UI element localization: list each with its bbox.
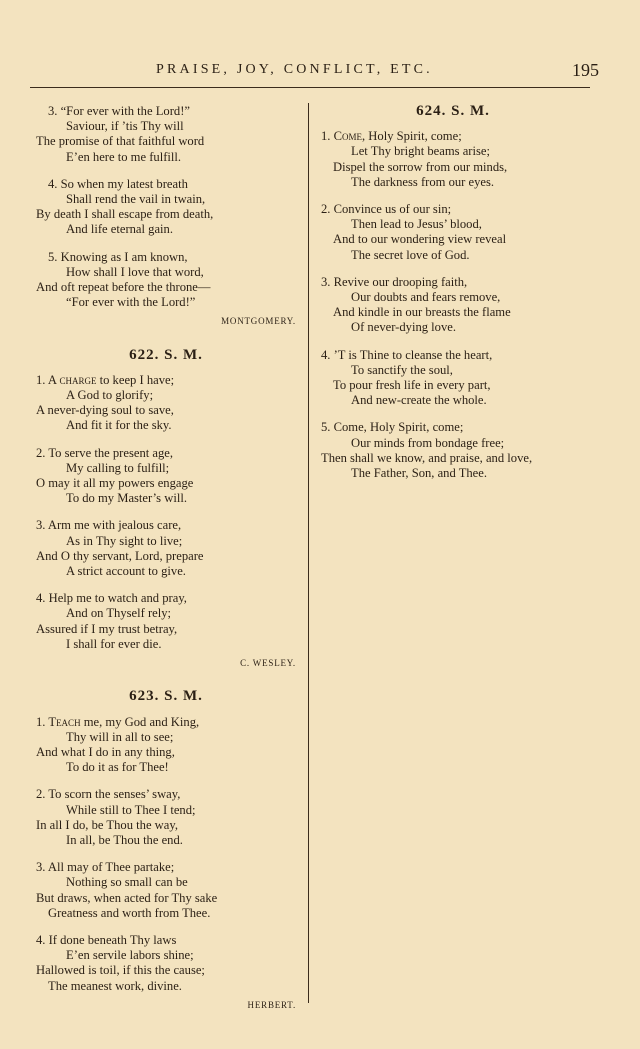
verse-line: E’en servile labors shine; bbox=[66, 948, 194, 963]
verse-line: I shall for ever die. bbox=[66, 636, 162, 651]
verse-line: A God to glorify; bbox=[66, 388, 154, 403]
verse-line: 2. To serve the present age, bbox=[36, 445, 174, 460]
stanza bbox=[36, 715, 296, 776]
verse-line: To do it as for Thee! bbox=[66, 760, 169, 775]
verse-line: And what I do in any thing, bbox=[36, 744, 175, 759]
verse-line: A never-dying soul to save, bbox=[36, 403, 174, 418]
hymn-623 bbox=[36, 689, 296, 1013]
verse-line: And on Thyself rely; bbox=[66, 606, 172, 621]
verse-line: E’en here to me fulfill. bbox=[66, 149, 182, 164]
stanza bbox=[321, 129, 585, 190]
running-title: PRAISE, JOY, CONFLICT, ETC. bbox=[156, 62, 433, 77]
verse-line: A strict account to give. bbox=[66, 564, 186, 579]
stanza bbox=[36, 591, 296, 652]
column-divider bbox=[308, 103, 309, 1003]
verse-line: 2. To scorn the senses’ sway, bbox=[36, 787, 181, 802]
stanza bbox=[36, 177, 296, 238]
hymn-title: 623. S. M. bbox=[129, 688, 203, 705]
verse-line: Hallowed is toil, if this the cause; bbox=[36, 963, 205, 978]
verse-line: 4. Help me to watch and pray, bbox=[36, 591, 187, 606]
verse-line: Let Thy bright beams arise; bbox=[351, 144, 490, 159]
stanza bbox=[321, 348, 585, 409]
hymn-624 bbox=[321, 104, 585, 481]
verse-line: But draws, when acted for Thy sake bbox=[36, 890, 218, 905]
verse-line: O may it all my powers engage bbox=[36, 476, 194, 491]
page-number: 195 bbox=[572, 60, 599, 80]
verse-line: 3. Arm me with jealous care, bbox=[36, 518, 182, 533]
stanza bbox=[321, 275, 585, 336]
verse-line: And to our wondering view reveal bbox=[333, 232, 507, 247]
verse-line: Then lead to Jesus’ blood, bbox=[351, 217, 482, 232]
verse-line: 5. Come, Holy Spirit, come; bbox=[321, 420, 464, 435]
hymn-author: HERBERT. bbox=[247, 999, 296, 1010]
verse-line: 3. All may of Thee partake; bbox=[36, 860, 175, 875]
verse-line: By death I shall escape from death, bbox=[36, 207, 214, 222]
verse-line: 3. Revive our drooping faith, bbox=[321, 274, 468, 289]
stanza bbox=[321, 420, 585, 481]
stanza bbox=[36, 250, 296, 311]
stanza bbox=[36, 933, 296, 994]
hymn-author: C. WESLEY. bbox=[240, 658, 296, 669]
verse-line: The secret love of God. bbox=[351, 247, 470, 262]
verse-line: And fit it for the sky. bbox=[66, 418, 172, 433]
verse-line: Dispel the sorrow from our minds, bbox=[333, 159, 508, 174]
verse-line: The Father, Son, and Thee. bbox=[351, 466, 488, 481]
hymn-author: MONTGOMERY. bbox=[221, 316, 296, 327]
verse-line: Thy will in all to see; bbox=[66, 729, 174, 744]
stanza bbox=[36, 787, 296, 848]
verse-line: Then shall we know, and praise, and love, bbox=[321, 450, 533, 465]
verse-line: And oft repeat before the throne— bbox=[36, 280, 211, 295]
verse-line: As in Thy sight to live; bbox=[66, 533, 183, 548]
verse-line: 1. Teach me, my God and King, bbox=[36, 714, 200, 729]
verse-line: Of never-dying love. bbox=[351, 320, 457, 335]
verse-line: Assured if I my trust betray, bbox=[36, 621, 178, 636]
verse-line: And new-create the whole. bbox=[351, 393, 487, 408]
hymn-622 bbox=[36, 348, 296, 672]
verse-line: The meanest work, divine. bbox=[48, 978, 182, 993]
verse-line: 2. Convince us of our sin; bbox=[321, 202, 452, 217]
hymn-title: 624. S. M. bbox=[416, 103, 490, 119]
stanza bbox=[321, 202, 585, 263]
stanza bbox=[36, 860, 296, 921]
verse-line: Saviour, if ’tis Thy will bbox=[66, 119, 184, 134]
verse-line: Our doubts and fears remove, bbox=[351, 290, 501, 305]
verse-line: 4. So when my latest breath bbox=[48, 176, 188, 191]
verse-line: To do my Master’s will. bbox=[66, 491, 187, 506]
page-header bbox=[0, 62, 640, 84]
verse-line: While still to Thee I tend; bbox=[66, 802, 196, 817]
stanza bbox=[36, 446, 296, 507]
hymn-title: 622. S. M. bbox=[129, 346, 203, 363]
verse-line: 1. Come, Holy Spirit, come; bbox=[321, 129, 462, 144]
verse-line: In all, be Thou the end. bbox=[66, 832, 183, 847]
verse-line: 1. A charge to keep I have; bbox=[36, 372, 175, 387]
verse-line: 4. ’T is Thine to cleanse the heart, bbox=[321, 347, 493, 362]
verse-line: 3. “For ever with the Lord!” bbox=[48, 104, 190, 118]
hymn-621-continued bbox=[36, 104, 296, 330]
stanza bbox=[36, 518, 296, 579]
stanza bbox=[36, 373, 296, 434]
verse-line: Nothing so small can be bbox=[66, 875, 188, 890]
verse-line: How shall I love that word, bbox=[66, 264, 204, 279]
verse-line: And life eternal gain. bbox=[66, 222, 174, 237]
header-rule bbox=[30, 87, 590, 88]
verse-line: And O thy servant, Lord, prepare bbox=[36, 548, 204, 563]
verse-line: The promise of that faithful word bbox=[36, 134, 205, 149]
verse-line: The darkness from our eyes. bbox=[351, 174, 495, 189]
verse-line: And kindle in our breasts the flame bbox=[333, 305, 511, 320]
stanza bbox=[36, 104, 296, 165]
left-column bbox=[36, 104, 296, 1017]
verse-line: 4. If done beneath Thy laws bbox=[36, 932, 177, 947]
verse-line: To pour fresh life in every part, bbox=[333, 378, 491, 393]
verse-line: Greatness and worth from Thee. bbox=[48, 905, 211, 920]
verse-line: Our minds from bondage free; bbox=[351, 435, 505, 450]
verse-line: My calling to fulfill; bbox=[66, 460, 170, 475]
verse-line: To sanctify the soul, bbox=[351, 362, 453, 377]
verse-line: In all I do, be Thou the way, bbox=[36, 817, 178, 832]
verse-line: 5. Knowing as I am known, bbox=[48, 249, 188, 264]
verse-line: “For ever with the Lord!” bbox=[66, 295, 196, 310]
right-column bbox=[321, 104, 585, 493]
verse-line: Shall rend the vail in twain, bbox=[66, 192, 206, 207]
